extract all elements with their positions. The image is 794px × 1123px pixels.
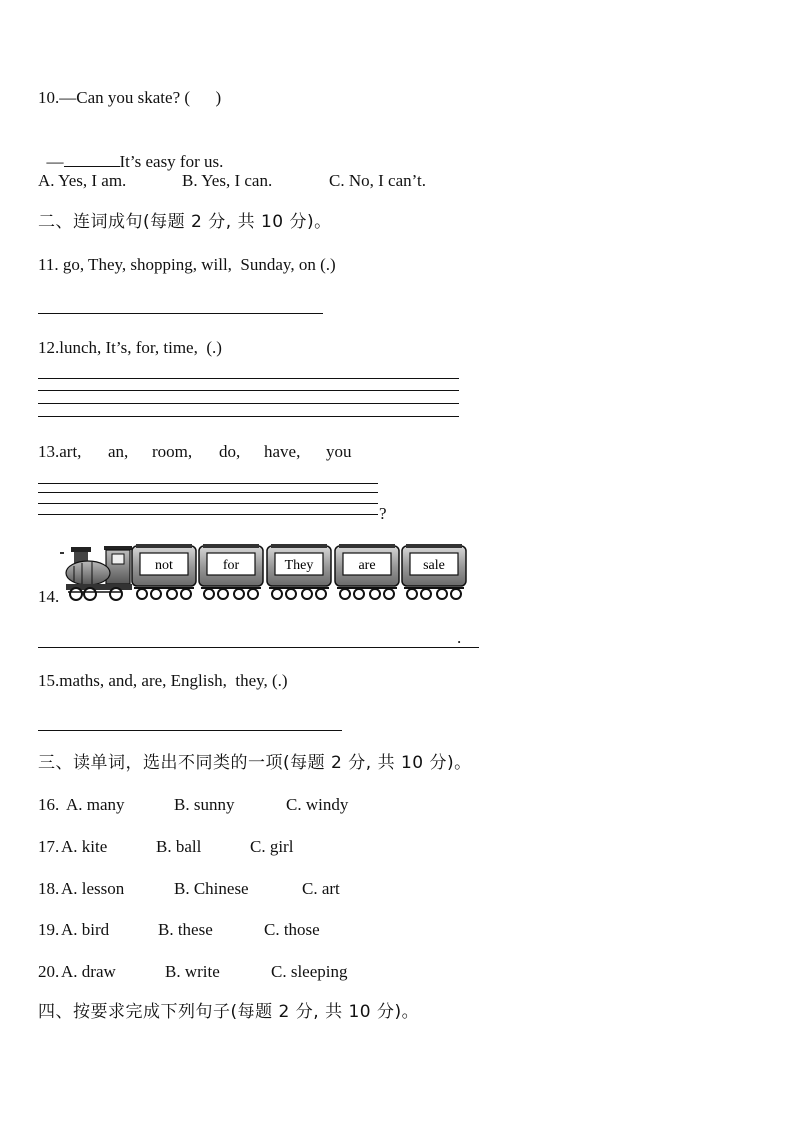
item-19-number: 19.	[38, 920, 60, 939]
q14-period: .	[457, 628, 462, 647]
train-word-5: sale	[423, 558, 445, 573]
q12-text: 12.lunch, It’s, for, time, (.)	[38, 338, 222, 357]
q13-answer-line-4[interactable]	[38, 514, 378, 515]
q13-word-3: room,	[152, 442, 193, 461]
train-car-4	[335, 544, 399, 599]
item-19-option-c[interactable]: C. those	[264, 920, 320, 939]
item-18-option-c[interactable]: C. art	[302, 879, 340, 898]
item-16-option-b[interactable]: B. sunny	[174, 795, 235, 814]
section2-heading: 二、连词成句(每题 2 分, 共 10 分)。	[38, 212, 332, 232]
item-18-option-b[interactable]: B. Chinese	[174, 879, 249, 898]
q10-question: 10.—Can you skate? ( )	[38, 88, 222, 107]
item-20-option-c[interactable]: C. sleeping	[271, 962, 348, 981]
q11-text: 11. go, They, shopping, will, Sunday, on (.)	[38, 255, 336, 274]
item-19-option-b[interactable]: B. these	[158, 920, 213, 939]
train-car-3	[267, 544, 331, 599]
q10-reply-prefix: —	[46, 152, 64, 171]
q15-answer-line[interactable]	[38, 730, 342, 731]
train-word-2: for	[222, 558, 240, 573]
item-17-number: 17.	[38, 837, 60, 856]
item-17-option-a[interactable]: A. kite	[61, 837, 108, 856]
item-16-number: 16.	[38, 795, 60, 814]
item-18-option-a[interactable]: A. lesson	[61, 879, 125, 898]
item-20-option-b[interactable]: B. write	[165, 962, 220, 981]
section4-heading: 四、按要求完成下列句子(每题 2 分, 共 10 分)。	[38, 1002, 420, 1022]
locomotive-icon	[60, 546, 132, 600]
q13-word-5: have,	[264, 442, 301, 461]
q10-answer-blank[interactable]	[64, 150, 120, 167]
q10-option-c[interactable]: C. No, I can’t.	[329, 171, 426, 190]
q13-answer-line-1[interactable]	[38, 483, 378, 484]
q10-reply-text: It’s easy for us.	[119, 152, 224, 171]
train-illustration	[60, 540, 472, 604]
q12-answer-line-3[interactable]	[38, 403, 459, 404]
item-20-option-a[interactable]: A. draw	[61, 962, 116, 981]
q12-answer-line-1[interactable]	[38, 378, 459, 379]
train-word-1: not	[155, 558, 173, 573]
q13-question-mark: ?	[379, 504, 387, 523]
item-16-option-a[interactable]: A. many	[66, 795, 125, 814]
train-car-5	[402, 544, 466, 599]
item-17-option-c[interactable]: C. girl	[250, 837, 294, 856]
train-word-4: are	[358, 558, 376, 573]
train-car-1	[132, 544, 196, 599]
q14-answer-line[interactable]	[38, 647, 479, 648]
q13-word-6: you	[326, 442, 352, 461]
q10-option-a[interactable]: A. Yes, I am.	[38, 171, 127, 190]
item-16-option-c[interactable]: C. windy	[286, 795, 349, 814]
q13-word-1: 13.art,	[38, 442, 82, 461]
q11-answer-line[interactable]	[38, 313, 323, 314]
q15-text: 15.maths, and, are, English, they, (.)	[38, 671, 288, 690]
q13-answer-line-2[interactable]	[38, 492, 378, 493]
q13-word-4: do,	[219, 442, 241, 461]
q12-answer-line-2[interactable]	[38, 390, 459, 391]
q12-answer-line-4[interactable]	[38, 416, 459, 417]
q14-number: 14.	[38, 587, 60, 606]
q10-option-b[interactable]: B. Yes, I can.	[182, 171, 273, 190]
q10-reply	[38, 130, 223, 172]
item-17-option-b[interactable]: B. ball	[156, 837, 202, 856]
q13-word-2: an,	[108, 442, 129, 461]
item-19-option-a[interactable]: A. bird	[61, 920, 110, 939]
item-20-number: 20.	[38, 962, 60, 981]
train-car-2	[199, 544, 263, 599]
item-18-number: 18.	[38, 879, 60, 898]
train-word-3: They	[284, 558, 314, 573]
section3-heading: 三、读单词，选出不同类的一项(每题 2 分, 共 10 分)。	[38, 753, 472, 773]
q13-answer-line-3[interactable]	[38, 503, 378, 504]
